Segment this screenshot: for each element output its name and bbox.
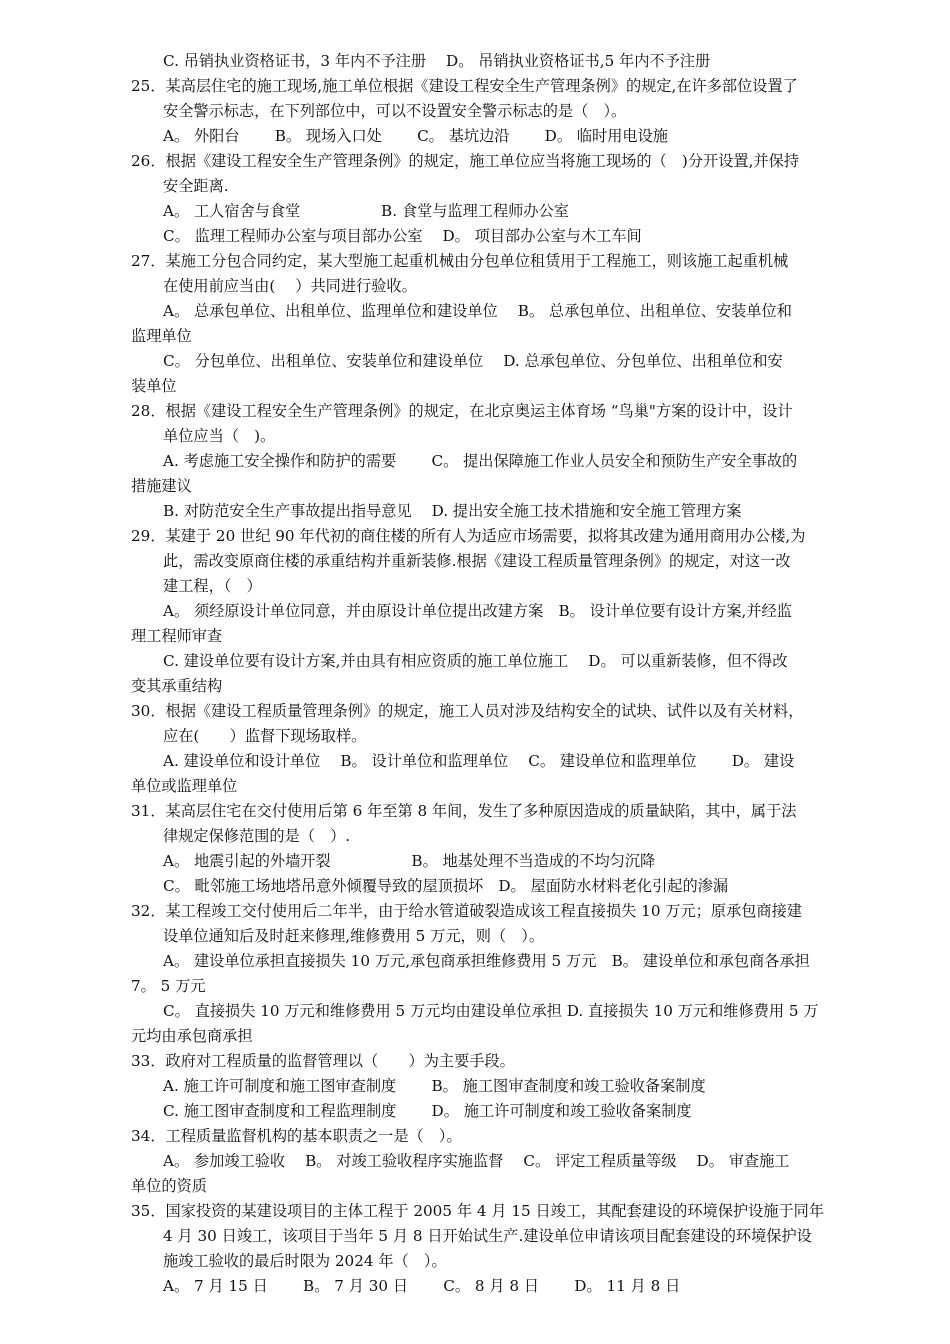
option-wrap: 单位的资质 [131,1177,207,1195]
question-28: 28．根据《建设工程安全生产管理条例》的规定，在北京奥运主体育场 “鸟巢"方案的设计中，设计 [131,402,793,420]
question-29: 29．某建于 20 世纪 90 年代初的商住楼的所有人为适应市场需要，拟将其改建为通用商用办公楼,为 [131,527,806,545]
option-line: A。 地震引起的外墙开裂 B。 地基处理不当造成的不均匀沉降 [163,852,656,870]
option-line: C. 吊销执业资格证书，3 年内不予注册 D。 吊销执业资格证书,5 年内不予注册 [163,52,711,70]
question-text: 安全距离. [163,177,229,195]
question-text: 律规定保修范围的是（ ）. [163,827,351,845]
question-32: 32．某工程竣工交付使用后二年半，由于给水管道破裂造成该工程直接损失 10 万元；原承包商接建 [131,902,802,920]
option-wrap: 措施建议 [131,477,192,495]
question-text: 建工程，（ ） [163,577,262,595]
question-text: 应在( ）监督下现场取样。 [163,727,367,745]
question-26: 26．根据《建设工程安全生产管理条例》的规定，施工单位应当将施工现场的（ )分开设置,并保持 [131,152,799,170]
question-text: 施竣工验收的最后时限为 2024 年（ ）。 [163,1252,447,1270]
option-line: A。 7 月 15 日 B。 7 月 30 日 C。 8 月 8 日 D。 11 月 8 日 [163,1277,681,1295]
option-line: A. 考虑施工安全操作和防护的需要 C。 提出保障施工作业人员安全和预防生产安全事故的 [163,452,798,470]
question-31: 31．某高层住宅在交付使用后第 6 年至第 8 年间，发生了多种原因造成的质量缺陷，其中，属于法 [131,802,797,820]
option-line: A。 工人宿舍与食堂 B. 食堂与监理工程师办公室 [163,202,569,220]
question-text: 安全警示标志，在下列部位中，可以不设置安全警示标志的是（ ）。 [163,102,627,120]
option-line: A。 总承包单位、出租单位、监理单位和建设单位 B。 总承包单位、出租单位、安装单位和 [163,302,792,320]
option-line: C。 直接损失 10 万元和维修费用 5 万元均由建设单位承担 D. 直接损失 10 万元和维修费用 5 万 [163,1002,819,1020]
option-line: A. 施工许可制度和施工图审查制度 B。 施工图审查制度和竣工验收备案制度 [163,1077,706,1095]
option-wrap: 单位或监理单位 [131,777,238,795]
question-text: 在使用前应当由( ）共同进行验收。 [163,277,417,295]
option-wrap: 装单位 [131,377,177,395]
question-33: 33．政府对工程质量的监督管理以（ ）为主要手段。 [131,1052,515,1070]
question-text: 此，需改变原商住楼的承重结构并重新装修.根据《建设工程质量管理条例》的规定，对这一改 [163,552,791,570]
option-line: A。 外阳台 B。 现场入口处 C。 基坑边沿 D。 临时用电设施 [163,127,668,145]
question-27: 27．某施工分包合同约定，某大型施工起重机械由分包单位租赁用于工程施工，则该施工起重机械 [131,252,789,270]
option-wrap: 变其承重结构 [131,677,223,695]
option-line: A。 建设单位承担直接损失 10 万元,承包商承担维修费用 5 万元 B。 建设单位和承包商各承担 [163,952,810,970]
option-line: C。 分包单位、出租单位、安装单位和建设单位 D. 总承包单位、分包单位、出租单位和安 [163,352,783,370]
option-line: B. 对防范安全生产事故提出指导意见 D. 提出安全施工技术措施和安全施工管理方案 [163,502,742,520]
option-line: C。 毗邻施工场地塔吊意外倾覆导致的屋顶损坏 D。 屋面防水材料老化引起的渗漏 [163,877,729,895]
question-30: 30．根据《建设工程质量管理条例》的规定，施工人员对涉及结构安全的试块、试件以及有关材料， [131,702,804,720]
option-line: C。 监理工程师办公室与项目部办公室 D。 项目部办公室与木工车间 [163,227,642,245]
option-line: A. 建设单位和设计单位 B。 设计单位和监理单位 C。 建设单位和监理单位 D。 建设 [163,752,795,770]
question-35: 35．国家投资的某建设项目的主体工程于 2005 年 4 月 15 日竣工，其配套建设的环境保护设施于同年 [131,1202,825,1220]
question-text: 4 月 30 日竣工，该项目于当年 5 月 8 日开始试生产.建设单位申请该项目配套建设的环境保护设 [163,1227,812,1245]
question-text: 设单位通知后及时赶来修理,维修费用 5 万元，则（ ）。 [163,927,545,945]
option-wrap: 7。 5 万元 [131,977,206,995]
option-line: C. 建设单位要有设计方案,并由具有相应资质的施工单位施工 D。 可以重新装修，但不得改 [163,652,788,670]
option-wrap: 元均由承包商承担 [131,1027,253,1045]
option-wrap: 理工程师审查 [131,627,223,645]
question-34: 34．工程质量监督机构的基本职责之一是（ ）。 [131,1127,462,1145]
question-25: 25．某高层住宅的施工现场,施工单位根据《建设工程安全生产管理条例》的规定,在许多部位设置了 [131,77,798,95]
option-line: A。 参加竣工验收 B。 对竣工验收程序实施监督 C。 评定工程质量等级 D。 审查施工 [163,1152,790,1170]
option-line: A。 须经原设计单位同意，并由原设计单位提出改建方案 B。 设计单位要有设计方案,并经监 [163,602,792,620]
option-wrap: 监理单位 [131,327,192,345]
question-text: 单位应当（ )。 [163,427,276,445]
option-line: C. 施工图审查制度和工程监理制度 D。 施工许可制度和竣工验收备案制度 [163,1102,692,1120]
